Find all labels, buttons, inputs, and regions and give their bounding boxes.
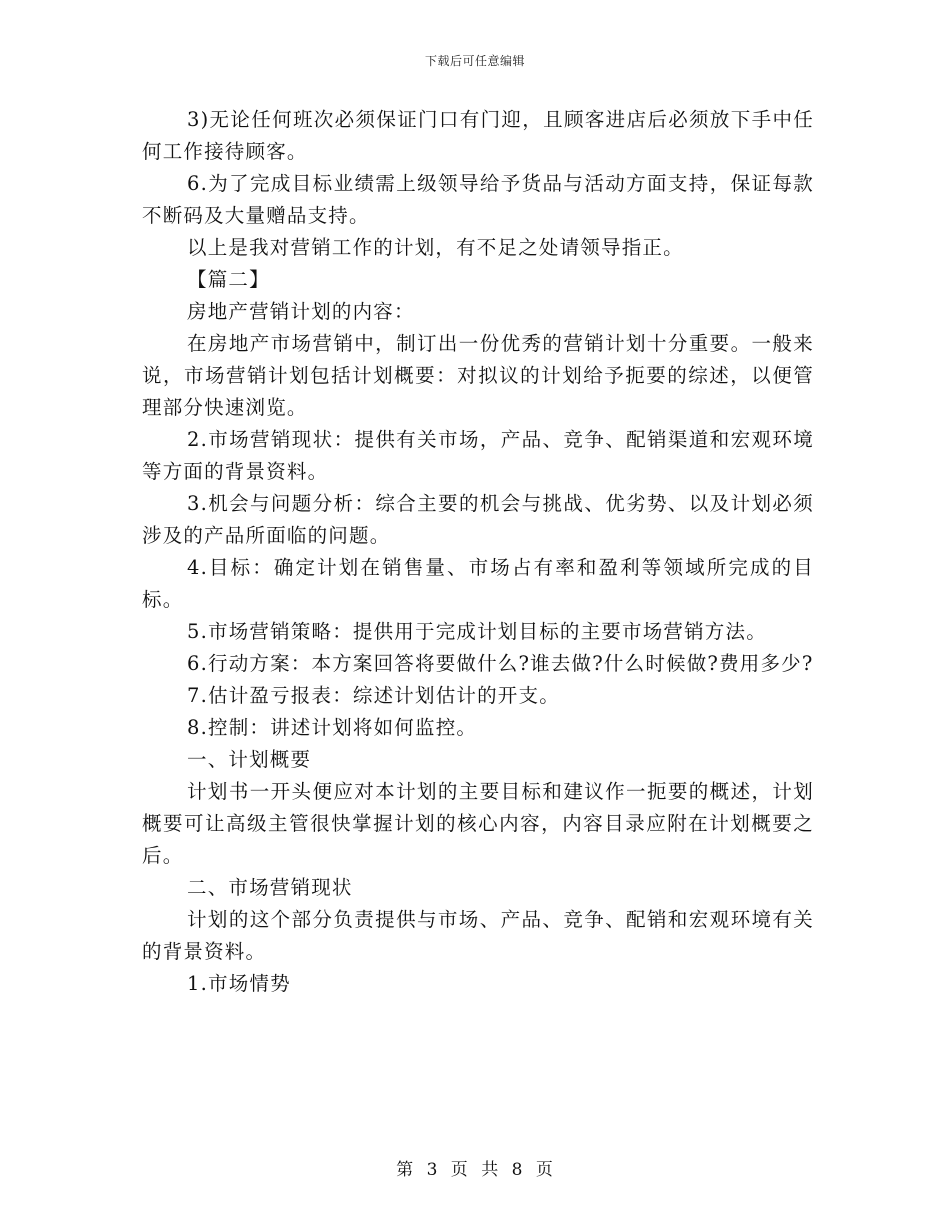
paragraph: 房地产营销计划的内容：	[187, 300, 415, 323]
paragraph: 计划的这个部分负责提供与市场、产品、竞争、配销和宏观环境有关的背景资料。	[142, 908, 814, 963]
list-item: 4.目标：确定计划在销售量、市场占有率和盈利等领域所完成的目标。	[142, 556, 814, 611]
section-heading: 二、市场营销现状	[187, 876, 353, 899]
section-heading: 【篇二】	[187, 268, 270, 291]
paragraph: 计划书一开头便应对本计划的主要目标和建议作一扼要的概述，计划概要可让高级主管很快掌握计划的核心内容，内容目录应附在计划概要之后。	[142, 780, 814, 867]
page-number-footer: 第 3 页 共 8 页	[396, 1160, 554, 1180]
paragraph: 在房地产市场营销中，制订出一份优秀的营销计划十分重要。一般来说，市场营销计划包括计划概要：对拟议的计划给予扼要的综述，以便管理部分快速浏览。	[142, 332, 814, 419]
list-item: 2.市场营销现状：提供有关市场，产品、竞争、配销渠道和宏观环境等方面的背景资料。	[142, 428, 814, 483]
paragraph: 以上是我对营销工作的计划，有不足之处请领导指正。	[187, 236, 684, 259]
paragraph: 3)无论任何班次必须保证门口有门迎，且顾客进店后必须放下手中任何工作接待顾客。	[142, 108, 814, 163]
list-item: 5.市场营销策略：提供用于完成计划目标的主要市场营销方法。	[187, 620, 767, 643]
list-item: 8.控制：讲述计划将如何监控。	[187, 716, 478, 739]
list-item: 3.机会与问题分析：综合主要的机会与挑战、优劣势、以及计划必须涉及的产品所面临的问题。	[142, 492, 814, 547]
paragraph: 6.为了完成目标业绩需上级领导给予货品与活动方面支持，保证每款不断码及大量赠品支持。	[142, 172, 814, 227]
list-item: 1.市场情势	[187, 972, 291, 995]
document-body	[142, 104, 814, 1000]
list-item: 7.估计盈亏报表：综述计划估计的开支。	[187, 684, 560, 707]
section-heading: 一、计划概要	[187, 748, 312, 771]
page-header-note: 下载后可任意编辑	[424, 54, 525, 68]
list-item: 6.行动方案：本方案回答将要做什么?谁去做?什么时候做?费用多少?	[187, 652, 814, 675]
